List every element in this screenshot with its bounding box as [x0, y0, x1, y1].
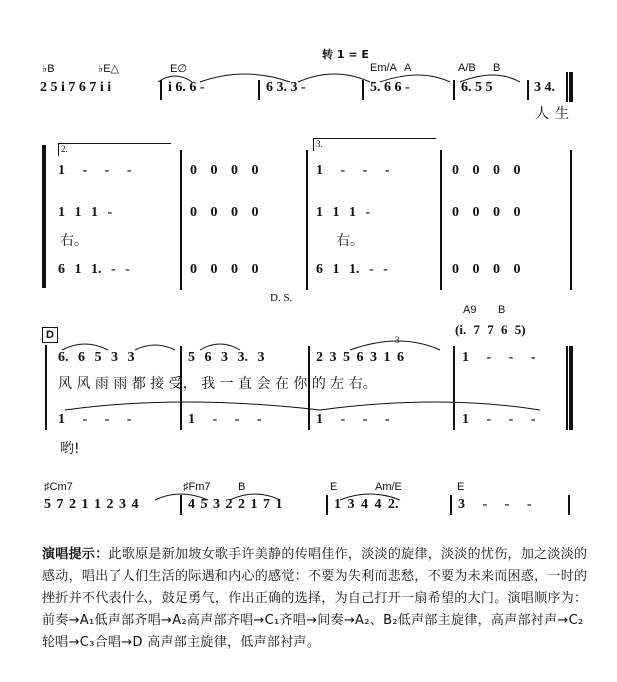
melody-2-1: 1 - - - [58, 163, 132, 178]
lower-3-3: 1 - - - [316, 412, 390, 427]
chord-em-a: Em/A [370, 62, 397, 74]
chord-b-3: B [238, 481, 246, 493]
barline [527, 80, 529, 100]
measure-1-3: 6 3. 3 - [266, 80, 306, 95]
harmony-2-2: 0 0 0 0 [190, 205, 259, 220]
barline [326, 495, 328, 515]
lower-3-4: 1 - - - [462, 412, 536, 427]
bass-2-4: 0 0 0 0 [452, 262, 521, 277]
ties-lower-row3 [40, 398, 580, 412]
lyric-row1: 人生 [535, 106, 575, 122]
end-barline [566, 346, 568, 430]
melody-3-3: 2 3 5 6 3 1 6 [316, 350, 404, 365]
lyric-row3: 风 风 雨 雨 都 接 受， 我 一 直 会 在 你 的 左 右。 [58, 376, 377, 392]
barline [180, 495, 182, 515]
chord-a9: A9 [463, 304, 477, 316]
chord-e-2: E [457, 481, 465, 493]
lower-3-1: 1 - - - [58, 412, 132, 427]
melody-3-1: 6. 6 5 3 3 [58, 350, 135, 365]
system-bracket [42, 145, 46, 288]
barline [440, 150, 442, 290]
barline [306, 150, 308, 290]
lyric-yo: 哟! [60, 441, 80, 457]
end-barline [570, 150, 572, 290]
chord-am-e: Am/E [375, 481, 402, 493]
barline [450, 495, 452, 515]
ties-row1 [40, 68, 580, 88]
measure-4-3: 1 3 4 4 2. [334, 497, 399, 512]
measure-1-1: 2 5 i 7 6 7 i i [40, 80, 112, 95]
repeat-barline [566, 72, 568, 102]
chord-e-halfdim: E∅ [170, 63, 187, 75]
system-bracket-2 [45, 345, 47, 430]
melody-2-4: 0 0 0 0 [452, 163, 521, 178]
lyric-right-2: 右。 [336, 233, 364, 249]
chord-a: A [404, 62, 412, 74]
dal-segno: D. S. [270, 292, 293, 304]
chord-a-b: A/B [458, 62, 476, 74]
singing-tips [42, 544, 590, 654]
barline [258, 80, 260, 100]
barline [453, 80, 455, 100]
barline [160, 80, 162, 100]
melody-3-2: 5 6 3 3. 3 [188, 350, 265, 365]
bass-2-3: 6 1 1. - - [316, 262, 388, 277]
melody-3-4: 1 - - - [462, 350, 536, 365]
barline [362, 80, 364, 100]
tips-text: 此歌原是新加坡女歌手许美静的传唱佳作，淡淡的旋律，淡淡的忧伤，加之淡淡的感动，唱出了人们生活的际遇和内心的感觉：不要为失利而悲愁，不要为未来而困惑，一时的挫折并不代表什么，鼓足勇气，作出正确的选择，为自己打开一扇希望的大门。演唱顺序为：前奏→A₁低声部齐唱→A₂高声部齐唱→C₁齐唱→间奏→A₂、B₂低声部主旋律，高声部衬声→C₂轮唱→C₃合唱→D 高声部主旋律，低声部衬声。 [42, 547, 588, 650]
key-change: 转 1 = E [322, 48, 369, 61]
chord-e: E [330, 481, 338, 493]
chord-b: B [493, 62, 501, 74]
chord-eflat-maj7: ♭E△ [98, 63, 119, 75]
chord-fsharp-m7: ♯Fm7 [183, 481, 211, 493]
melody-2-3: 1 - - - [316, 163, 390, 178]
measure-1-4: 5. 6 6 - [370, 80, 410, 95]
end-barline-thick [569, 346, 573, 430]
section-d-box: D [42, 327, 58, 343]
measure-4-2: 4 5 3 2 2 1 7 1 [188, 497, 283, 512]
harmony-2-4: 0 0 0 0 [452, 205, 521, 220]
end-barline [568, 495, 570, 515]
lyric-right-1: 右。 [60, 233, 88, 249]
volta-2: 2. [58, 143, 171, 156]
chord-b-2: B [498, 304, 506, 316]
barline [453, 346, 455, 430]
repeat-barline-thick [569, 72, 573, 102]
chord-csharp-m7: ♯Cm7 [44, 481, 73, 493]
lower-3-2: 1 - - - [188, 412, 262, 427]
volta-3: 3. [313, 138, 436, 151]
barline [180, 150, 182, 290]
tips-label: 演唱提示： [42, 547, 109, 562]
pickup-phrase: (i. 7 7 6 5) [455, 322, 526, 337]
measure-4-4: 3 - - - [458, 497, 532, 512]
measure-1-5: 6. 5 5 [461, 80, 493, 95]
harmony-2-3: 1 1 1 - [316, 205, 371, 220]
triplet-mark: 3 [395, 335, 400, 345]
measure-1-2: i 6. 6 - [168, 80, 205, 95]
melody-2-2: 0 0 0 0 [190, 163, 259, 178]
measure-1-6: 3 4. [534, 80, 555, 95]
bass-2-1: 6 1 1. - - [58, 262, 130, 277]
harmony-2-1: 1 1 1 - [58, 205, 113, 220]
bass-2-2: 0 0 0 0 [190, 262, 259, 277]
chord-bflat: ♭B [42, 63, 55, 75]
measure-4-1: 5 7 2 1 1 2 3 4 [44, 497, 139, 512]
